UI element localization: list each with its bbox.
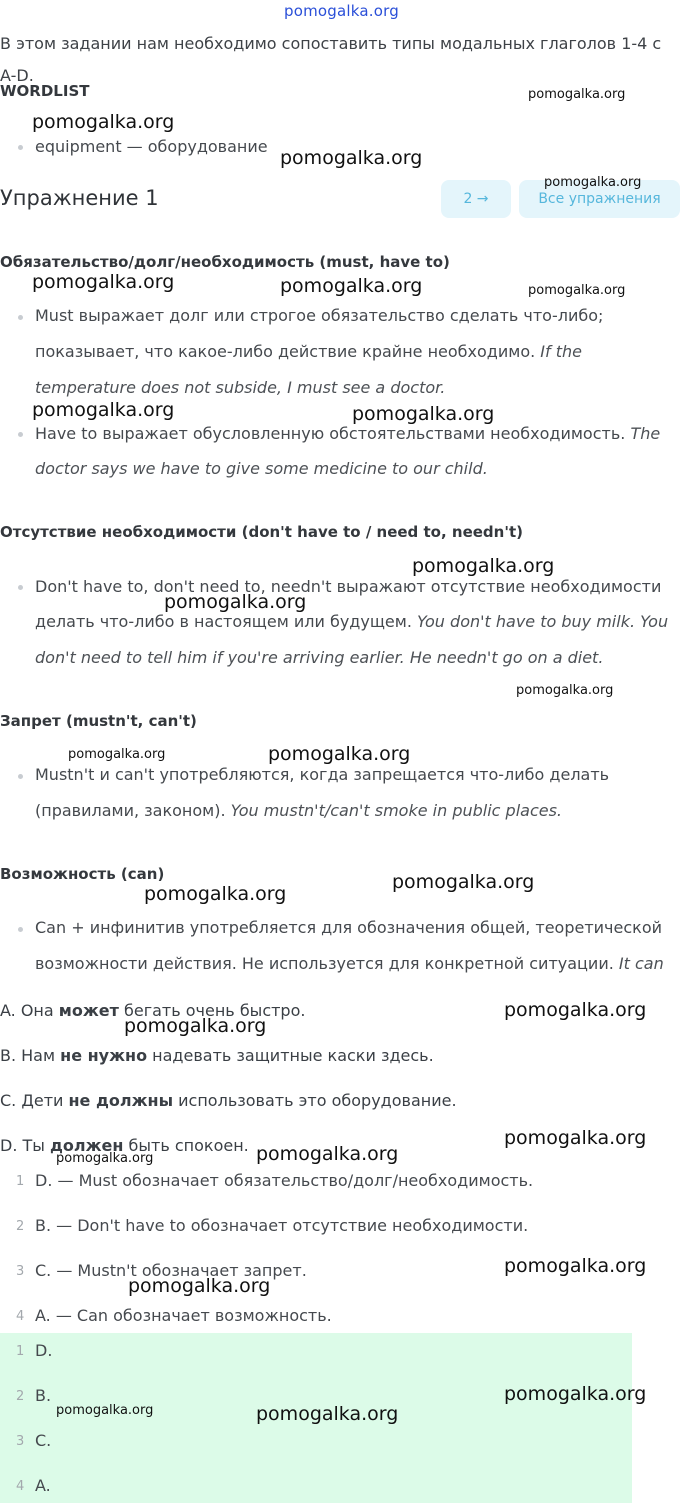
watermark: pomogalka.org: [68, 747, 166, 762]
watermark: pomogalka.org: [412, 555, 555, 577]
sentence-d: D. Ты должен быть спокоен.: [0, 1136, 249, 1155]
watermark: pomogalka.org: [504, 1255, 647, 1277]
bullet-icon: [18, 774, 23, 779]
bullet-icon: [18, 315, 23, 320]
watermark: pomogalka.org: [128, 1275, 271, 1297]
watermark: pomogalka.org: [32, 399, 175, 421]
watermark: pomogalka.org: [164, 591, 307, 613]
answer-item: A.: [35, 1476, 51, 1495]
rule-text: Don't have to, don't need to, needn't выражают отсутствие необходимости: [35, 577, 662, 596]
sentence-b: B. Нам не нужно надевать защитные каски здесь.: [0, 1046, 434, 1065]
wordlist-item: equipment — оборудование: [35, 137, 268, 156]
all-exercises-button[interactable]: Все упражнения: [519, 180, 680, 218]
list-number: 4: [16, 1309, 25, 1324]
list-number: 3: [16, 1264, 25, 1279]
watermark: pomogalka.org: [392, 871, 535, 893]
watermark: pomogalka.org: [528, 283, 626, 298]
bullet-icon: [18, 432, 23, 437]
next-exercise-button[interactable]: 2 →: [441, 180, 511, 218]
watermark: pomogalka.org: [352, 403, 495, 425]
sentence-c: C. Дети не должны использовать это оборудование.: [0, 1091, 457, 1110]
list-number: 2: [16, 1389, 25, 1404]
exercise-title: Упражнение 1: [0, 186, 159, 210]
explanation-item: D. — Must обозначает обязательство/долг/необходимость.: [35, 1171, 534, 1190]
list-number: 1: [16, 1344, 25, 1359]
site-link[interactable]: pomogalka.org: [284, 2, 399, 20]
list-number: 3: [16, 1434, 25, 1449]
watermark: pomogalka.org: [56, 1151, 154, 1166]
example-text: temperature does not subside, I must see a doctor.: [35, 378, 446, 397]
bullet-icon: [18, 585, 23, 590]
rule-text: Mustn't и can't употребляются, когда запрещается что-либо делать: [35, 765, 610, 784]
watermark: pomogalka.org: [504, 1127, 647, 1149]
section-heading-no-necessity: Отсутствие необходимости (don't have to / need to, needn't): [0, 523, 523, 541]
watermark: pomogalka.org: [280, 147, 423, 169]
answer-item: C.: [35, 1431, 52, 1450]
watermark: pomogalka.org: [256, 1403, 399, 1425]
bullet-icon: [18, 145, 23, 150]
rule-text: возможности действия. Не используется для конкретной ситуации. It can: [35, 954, 664, 973]
watermark: pomogalka.org: [256, 1143, 399, 1165]
rule-text: Must выражает долг или строгое обязательство сделать что-либо;: [35, 306, 604, 325]
watermark: pomogalka.org: [516, 683, 614, 698]
answer-item: D.: [35, 1341, 53, 1360]
intro-text: В этом задании нам необходимо сопоставить типы модальных глаголов 1-4 с: [0, 34, 662, 53]
explanation-item: C. — Mustn't обозначает запрет.: [35, 1261, 307, 1280]
example-text: doctor says we have to give some medicine to our child.: [35, 459, 488, 478]
watermark: pomogalka.org: [144, 883, 287, 905]
rule-text: Have to выражает обусловленную обстоятельствами необходимость. The: [35, 424, 661, 443]
watermark: pomogalka.org: [32, 271, 175, 293]
rule-text: показывает, что какое-либо действие крайне необходимо. If the: [35, 342, 582, 361]
watermark: pomogalka.org: [504, 1383, 647, 1405]
list-number: 2: [16, 1219, 25, 1234]
sentence-a: A. Она может бегать очень быстро.: [0, 1001, 306, 1020]
rule-text: (правилами, законом). You mustn't/can't smoke in public places.: [35, 801, 563, 820]
explanation-item: A. — Can обозначает возможность.: [35, 1306, 332, 1325]
section-heading-obligation: Обязательство/долг/необходимость (must, have to): [0, 253, 450, 271]
explanation-item: B. — Don't have to обозначает отсутствие необходимости.: [35, 1216, 529, 1235]
bullet-icon: [18, 927, 23, 932]
list-number: 1: [16, 1174, 25, 1189]
watermark: pomogalka.org: [32, 111, 175, 133]
section-heading-possibility: Возможность (can): [0, 865, 165, 883]
intro-text-clipped: A-D.: [0, 66, 34, 85]
rule-text: Can + инфинитив употребляется для обозначения общей, теоретической: [35, 918, 662, 937]
wordlist-title: WORDLIST: [0, 82, 90, 100]
watermark: pomogalka.org: [544, 175, 642, 190]
example-text: don't need to tell him if you're arriving earlier. He needn't go on a diet.: [35, 648, 604, 667]
watermark: pomogalka.org: [124, 1015, 267, 1037]
section-heading-prohibition: Запрет (mustn't, can't): [0, 712, 197, 730]
answer-item: B.: [35, 1386, 52, 1405]
watermark: pomogalka.org: [280, 275, 423, 297]
list-number: 4: [16, 1479, 25, 1494]
rule-text: делать что-либо в настоящем или будущем. You don't have to buy milk. You: [35, 612, 669, 631]
watermark: pomogalka.org: [528, 87, 626, 102]
watermark: pomogalka.org: [56, 1403, 154, 1418]
watermark: pomogalka.org: [504, 999, 647, 1021]
watermark: pomogalka.org: [268, 743, 411, 765]
